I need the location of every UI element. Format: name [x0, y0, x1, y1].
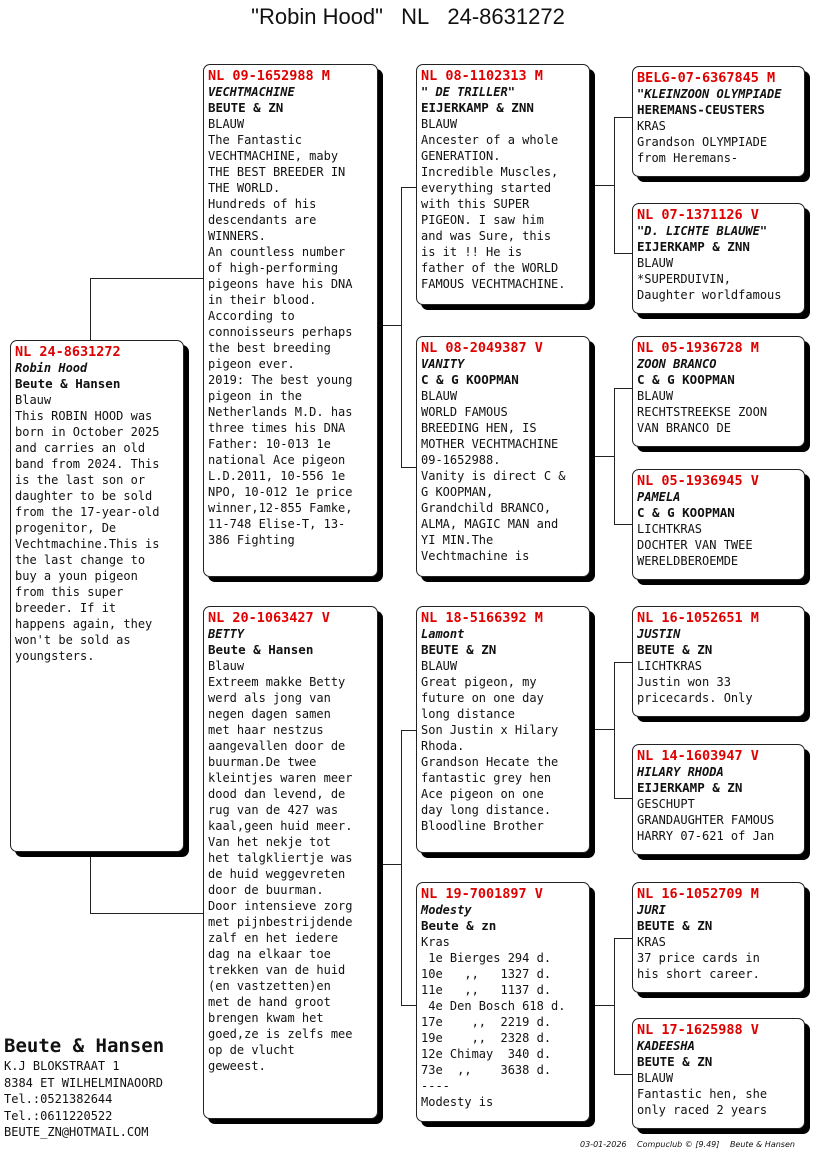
footer-owner: Beute & Hansen — [729, 1140, 795, 1149]
pigeon-card-sire-sire-dam[interactable] — [632, 203, 805, 314]
connector-line — [401, 467, 417, 468]
owner-phone: Tel.:0521382644 — [4, 1092, 113, 1106]
connector-line — [401, 1005, 417, 1006]
pigeon-card-sire-dam-dam[interactable] — [632, 469, 805, 580]
pigeon-color: BLAUW — [421, 389, 458, 403]
connector-line — [614, 1074, 633, 1075]
connector-line — [614, 938, 615, 1075]
pigeon-card-dam-sire-dam[interactable] — [632, 744, 805, 855]
breeder-name: HEREMANS-CEUSTERS — [637, 102, 765, 117]
software-credit: Compuclub © [9.49] — [637, 1140, 720, 1149]
pigeon-color: Kras — [421, 935, 450, 949]
breeder-name: BEUTE & ZN — [637, 1054, 713, 1069]
ring-number: NL 07-1371126 V — [637, 207, 759, 223]
ring-number: NL 08-2049387 V — [421, 340, 543, 356]
connector-line — [590, 456, 615, 457]
breeder-name: C & G KOOPMAN — [637, 505, 735, 520]
pigeon-name: KADEESHA — [637, 1039, 695, 1053]
owner-email: BEUTE_ZN@HOTMAIL.COM — [4, 1125, 149, 1139]
connector-line — [614, 117, 633, 118]
pigeon-card-sire-sire[interactable] — [416, 64, 590, 305]
pigeon-notes: Justin won 33 pricecards. Only — [637, 675, 753, 705]
connector-line — [614, 798, 633, 799]
pigeon-name: Modesty — [421, 903, 472, 917]
breeder-name: BEUTE & ZN — [421, 642, 497, 657]
breeder-name: C & G KOOPMAN — [421, 372, 519, 387]
pigeon-name: JURI — [637, 903, 666, 917]
pigeon-notes: Grandson OLYMPIADE from Heremans- — [637, 135, 768, 165]
pigeon-name: " DE TRILLER" — [421, 85, 515, 99]
owner-city: 8384 ET WILHELMINAOORD — [4, 1075, 163, 1090]
pigeon-color: GESCHUPT — [637, 797, 695, 811]
ring-number: NL 16-1052709 M — [637, 886, 759, 902]
breeder-name: BEUTE & ZN — [208, 100, 284, 115]
pigeon-notes: This ROBIN HOOD was born in October 2025 and carries an old band from 2024. This is the last son or daughter to be sold from the 17-year-old progenitor, De Vechtmachine.This is the last change to buy a youn pigeon from this super breeder. If it happens again, they won't be sold as youngsters. — [15, 409, 160, 663]
pigeon-name: "D. LICHTE BLAUWE" — [637, 224, 768, 238]
connector-line — [401, 187, 417, 188]
pigeon-notes: GRANDAUGHTER FAMOUS HARRY 07-621 of Jan — [637, 813, 775, 843]
connector-line — [614, 253, 633, 254]
pigeon-notes: 37 price cards in his short career. — [637, 951, 760, 981]
print-footer — [580, 1140, 803, 1149]
ring-number: NL 18-5166392 M — [421, 610, 543, 626]
pigeon-name: HILARY RHODA — [637, 765, 724, 779]
connector-line — [90, 278, 204, 279]
pigeon-color: KRAS — [637, 119, 666, 133]
pigeon-name: JUSTIN — [637, 627, 681, 641]
ring-number: NL 16-1052651 M — [637, 610, 759, 626]
connector-line — [90, 278, 91, 341]
pigeon-color: KRAS — [637, 935, 666, 949]
pigeon-color: Blauw — [15, 393, 52, 407]
connector-line — [614, 117, 615, 254]
pigeon-notes: Ancester of a whole GENERATION. Incredible Muscles, everything started with this SUPER PIGEON. I saw him and was Sure, this is it !! He is father of the WORLD FAMOUS VECHTMACHINE. — [421, 133, 566, 291]
pigeon-notes: 1e Bierges 294 d. 10e ,, 1327 d. 11e ,, 1137 d. 4e Den Bosch 618 d. 17e ,, 2219 d. 19e ,, 2328 d. 12e Chimay 340 d. 73e ,, 3638 d. ---- Modesty is — [421, 951, 566, 1109]
breeder-name: Beute & Hansen — [208, 642, 314, 657]
pigeon-color: LICHTKRAS — [637, 659, 703, 673]
pigeon-name: Robin Hood — [15, 361, 88, 375]
pigeon-color: BLAUW — [421, 117, 458, 131]
owner-street: K.J BLOKSTRAAT 1 — [4, 1059, 120, 1073]
ring-number: NL 20-1063427 V — [208, 610, 330, 626]
pigeon-name: ZOON BRANCO — [637, 357, 717, 371]
pigeon-card-dam-dam-sire[interactable] — [632, 882, 805, 993]
pigeon-notes: Fantastic hen, she only raced 2 years — [637, 1087, 768, 1117]
connector-line — [401, 730, 417, 731]
connector-line — [614, 938, 633, 939]
pigeon-card-subject[interactable] — [10, 340, 184, 852]
title-country: NL — [401, 4, 430, 29]
connector-line — [614, 662, 633, 663]
breeder-name: Beute & Hansen — [15, 376, 121, 391]
pigeon-card-sire-dam[interactable] — [416, 336, 590, 577]
connector-line — [614, 524, 633, 525]
connector-line — [614, 388, 633, 389]
pigeon-color: BLAUW — [637, 256, 674, 270]
pigeon-notes: Extreem makke Betty werd als jong van negen dagen samen met haar nestzus aangevallen door de buurman.De twee kleintjes waren meer dood dan levend, de rug van de 427 was kaal,geen huid meer. Van het nekje tot het talgkliertje was de huid weggevreten door de buurman. Door intensieve zorg met pijnbestrijdende zalf en het iedere dag na elkaar toe trekken van de huid (en vastzetten)en met de hand groot brengen kwam het goed,ze is zelfs mee op de vlucht geweest. — [208, 675, 353, 1073]
print-date: 03-01-2026 — [580, 1140, 627, 1149]
breeder-name: EIJERKAMP & ZNN — [421, 100, 534, 115]
connector-line — [378, 864, 402, 865]
ring-number: BELG-07-6367845 M — [637, 70, 776, 86]
pigeon-name: VECHTMACHINE — [208, 85, 295, 99]
owner-info — [4, 1034, 164, 1141]
title-ring: 24-8631272 — [447, 4, 565, 29]
pigeon-card-sire[interactable] — [203, 64, 378, 577]
connector-line — [590, 729, 615, 730]
pigeon-name: "KLEINZOON OLYMPIADE — [637, 87, 782, 101]
pigeon-card-sire-sire-sire[interactable] — [632, 66, 805, 177]
connector-line — [614, 388, 615, 525]
breeder-name: BEUTE & ZN — [637, 642, 713, 657]
pigeon-notes: DOCHTER VAN TWEE WERELDBEROEMDE — [637, 538, 753, 568]
ring-number: NL 14-1603947 V — [637, 748, 759, 764]
connector-line — [401, 730, 402, 1006]
breeder-name: EIJERKAMP & ZN — [637, 780, 743, 795]
ring-number: NL 24-8631272 — [15, 344, 121, 360]
breeder-name: BEUTE & ZN — [637, 918, 713, 933]
ring-number: NL 05-1936945 V — [637, 473, 759, 489]
pigeon-notes: The Fantastic VECHTMACHINE, maby THE BEST BREEDER IN THE WORLD. Hundreds of his descendants are WINNERS. An countless number of high-performing pigeons have his DNA in their blood. According to connoisseurs perhaps the best breeding pigeon ever. 2019: The best young pigeon in the Netherlands M.D. has three times his DNA Father: 10-013 1e national Ace pigeon L.D.2011, 10-556 1e NPO, 10-012 1e price winner,12-855 Famke, 11-748 Elise-T, 13- 386 Fighting — [208, 133, 353, 547]
connector-line — [614, 662, 615, 799]
pigeon-notes: WORLD FAMOUS BREEDING HEN, IS MOTHER VECHTMACHINE 09-1652988. Vanity is direct C & G KOOPMAN, Grandchild BRANCO, ALMA, MAGIC MAN and YI MIN.The Vechtmachine is — [421, 405, 566, 563]
pigeon-name: Lamont — [421, 627, 465, 641]
ring-number: NL 09-1652988 M — [208, 68, 330, 84]
pigeon-notes: *SUPERDUIVIN, Daughter worldfamous — [637, 272, 782, 302]
ring-number: NL 08-1102313 M — [421, 68, 543, 84]
ring-number: NL 17-1625988 V — [637, 1022, 759, 1038]
connector-line — [378, 325, 402, 326]
pigeon-name: PAMELA — [637, 490, 681, 504]
pigeon-card-dam-sire[interactable] — [416, 606, 590, 853]
breeder-name: Beute & zn — [421, 918, 497, 933]
pigeon-color: BLAUW — [637, 389, 674, 403]
pigeon-card-dam-dam[interactable] — [416, 882, 590, 1122]
pigeon-color: LICHTKRAS — [637, 522, 703, 536]
pigeon-card-dam-sire-sire[interactable] — [632, 606, 805, 717]
pigeon-notes: RECHTSTREEKSE ZOON VAN BRANCO DE — [637, 405, 768, 435]
pigeon-name: VANITY — [421, 357, 465, 371]
owner-phone: Tel.:0611220522 — [4, 1108, 113, 1123]
pigeon-color: BLAUW — [421, 659, 458, 673]
connector-line — [590, 1005, 615, 1006]
pigeon-color: BLAUW — [208, 117, 245, 131]
owner-name: Beute & Hansen — [4, 1035, 165, 1057]
ring-number: NL 05-1936728 M — [637, 340, 759, 356]
pigeon-card-sire-dam-sire[interactable] — [632, 336, 805, 447]
pigeon-card-dam[interactable] — [203, 606, 378, 1119]
pigeon-card-dam-dam-dam[interactable] — [632, 1018, 805, 1129]
pigeon-color: BLAUW — [637, 1071, 674, 1085]
connector-line — [401, 187, 402, 468]
pigeon-name: BETTY — [208, 627, 245, 641]
breeder-name: C & G KOOPMAN — [637, 372, 735, 387]
ring-number: NL 19-7001897 V — [421, 886, 543, 902]
connector-line — [590, 185, 615, 186]
connector-line — [90, 913, 204, 914]
connector-line — [90, 851, 91, 914]
title-pigeon-name: "Robin Hood" — [251, 4, 383, 29]
page-title — [0, 4, 816, 30]
pigeon-color: Blauw — [208, 659, 245, 673]
pigeon-notes: Great pigeon, my future on one day long distance Son Justin x Hilary Rhoda. Grandson Hecate the fantastic grey hen Ace pigeon on one day long distance. Bloodline Brother — [421, 675, 559, 833]
breeder-name: EIJERKAMP & ZNN — [637, 239, 750, 254]
